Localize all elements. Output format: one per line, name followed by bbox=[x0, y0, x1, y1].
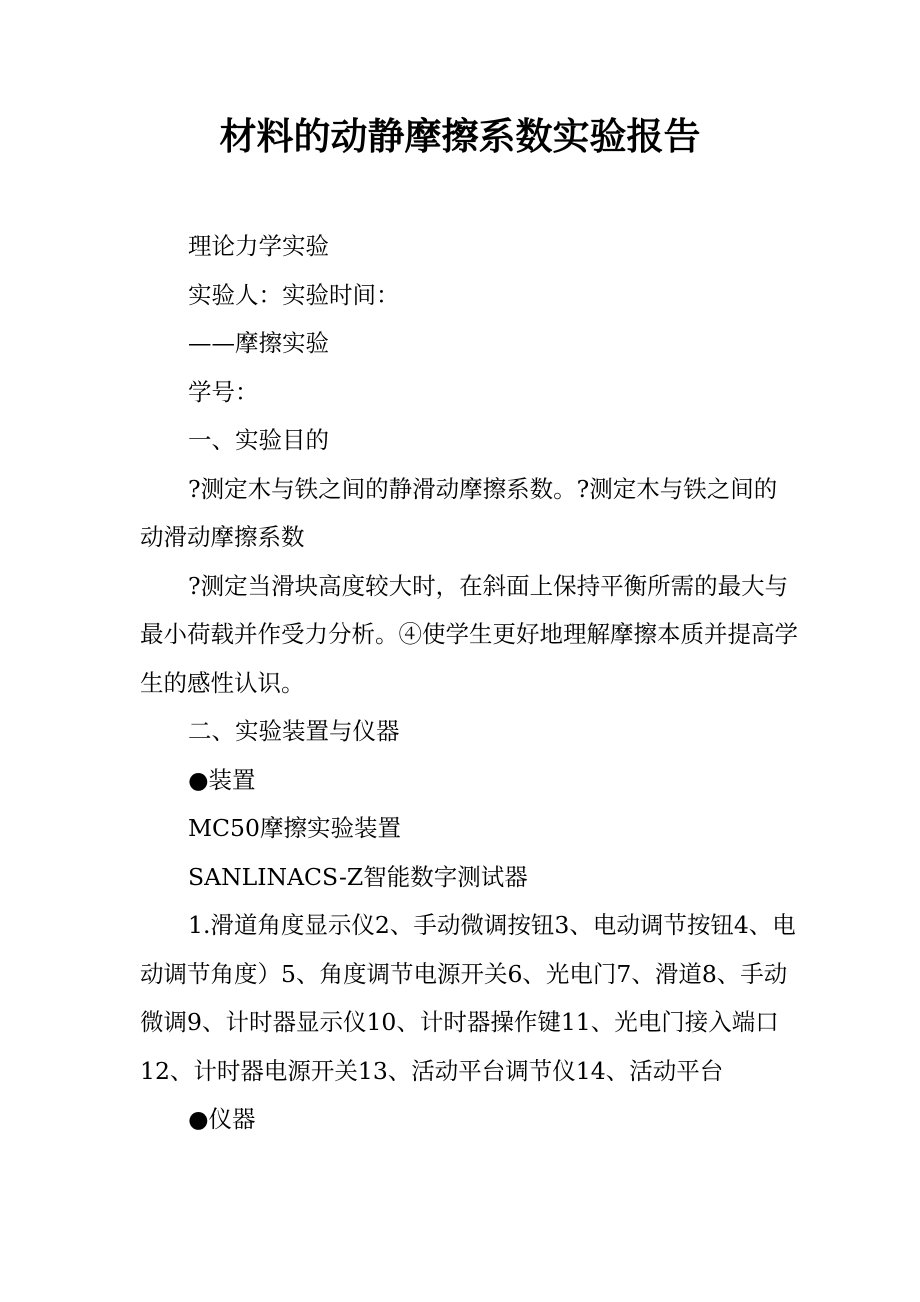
document-title: 材料的动静摩擦系数实验报告 bbox=[219, 114, 701, 158]
paragraph-purpose-1: ?测定木与铁之间的静滑动摩擦系数。?测定木与铁之间的动滑动摩擦系数 bbox=[140, 474, 778, 551]
paragraph-device-1: MC50摩擦实验装置 bbox=[188, 814, 401, 842]
section-heading-purpose: 一、实验目的 bbox=[188, 426, 329, 454]
bullet-device: ●装置 bbox=[188, 765, 256, 794]
paragraph-course: 理论力学实验 bbox=[188, 232, 329, 260]
paragraph-device-2: SANLINACS-Z智能数字测试器 bbox=[188, 862, 528, 891]
paragraph-student-id: 学号： bbox=[188, 377, 259, 406]
document-body bbox=[140, 222, 800, 1144]
paragraph-experimenter-time: 实验人：实验时间： bbox=[188, 280, 400, 309]
paragraph-component-list: 1.滑道角度显示仪2、手动微调按钮3、电动调节按钮4、电动调节角度）5、角度调节电源开关6、光电门7、滑道8、手动微调9、计时器显示仪10、计时器操作键11、光电门接入端口12、计时器电源开关13、活动平台调节仪14、活动平台 bbox=[140, 911, 796, 1085]
paragraph-subtitle: ——摩擦实验 bbox=[188, 329, 329, 357]
section-heading-apparatus: 二、实验装置与仪器 bbox=[188, 717, 400, 745]
paragraph-purpose-2: ?测定当滑块高度较大时，在斜面上保持平衡所需的最大与最小荷载并作受力分析。④使学生更好地理解摩擦本质并提高学生的感性认识。 bbox=[140, 571, 798, 697]
bullet-instrument: ●仪器 bbox=[188, 1105, 256, 1133]
